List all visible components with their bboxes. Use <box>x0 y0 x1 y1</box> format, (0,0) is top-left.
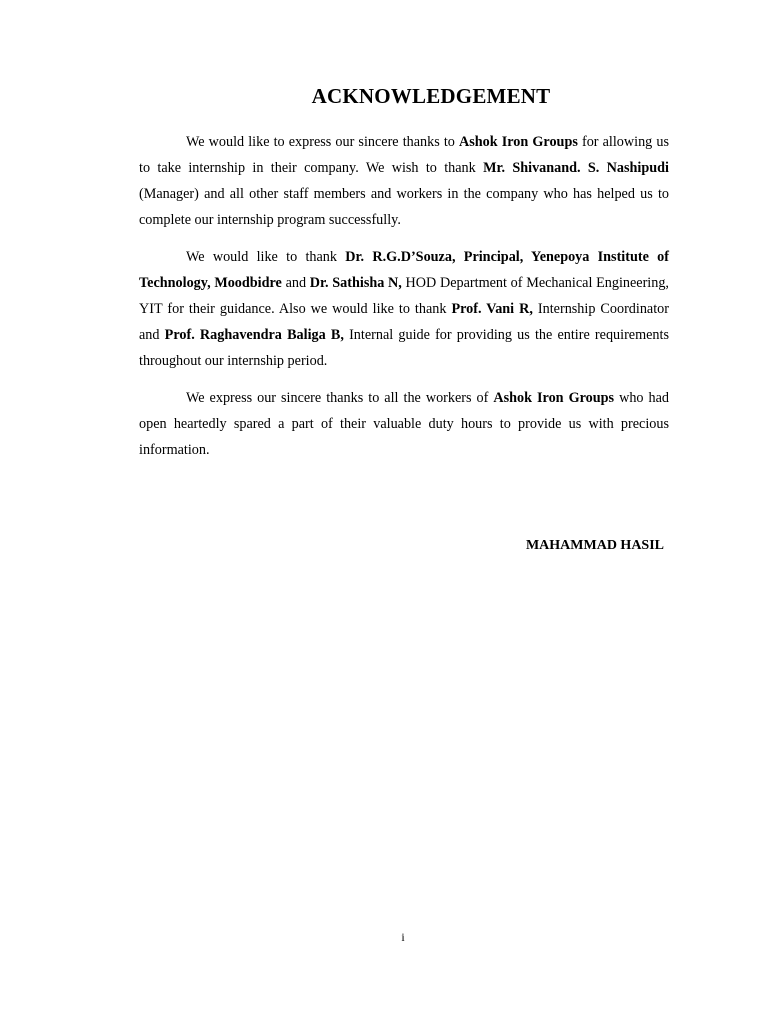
paragraph-text: who had open heartedly spared a part of their valuable duty hours to provide us with precious information. <box>139 390 669 458</box>
principal-name: Dr. R.G.D’Souza, Principal, Yenepoya Institute of Technology, Moodbidre <box>139 249 669 291</box>
paragraph-text: HOD Department of Mechanical Engineering, YIT for their guidance. Also we would like to thank <box>139 275 669 317</box>
paragraph-text: for allowing us to take internship in their company. We wish to thank <box>139 134 669 176</box>
company-name: Ashok Iron Groups <box>493 390 615 406</box>
paragraph-text: (Manager) and all other staff members and workers in the company who has helped us to complete our internship program successfully. <box>139 186 669 228</box>
author-signature: MAHAMMAD HASIL <box>525 538 664 553</box>
paragraph-text: Internal guide for providing us the entire requirements throughout our internship period. <box>139 327 669 369</box>
paragraph-company-thanks <box>139 129 669 233</box>
guide-name: Prof. Raghavendra Baliga B, <box>164 327 344 343</box>
coordinator-name: Prof. Vani R, <box>451 301 533 317</box>
paragraph-workers-thanks <box>139 385 669 463</box>
company-name: Ashok Iron Groups <box>458 134 578 150</box>
page-title: ACKNOWLEDGEMENT <box>311 84 551 108</box>
paragraph-text: We express our sincere thanks to all the workers of <box>186 390 494 406</box>
hod-name: Dr. Sathisha N, <box>309 275 402 291</box>
document-body <box>139 129 669 474</box>
paragraph-text: and <box>281 275 310 291</box>
paragraph-institute-thanks <box>139 244 669 374</box>
manager-name: Mr. Shivanand. S. Nashipudi <box>483 160 669 176</box>
page-number: i <box>401 930 405 944</box>
paragraph-text: We would like to express our sincere thanks to <box>186 134 459 150</box>
paragraph-text: Internship Coordinator and <box>139 301 669 343</box>
paragraph-text: We would like to thank <box>186 249 346 265</box>
